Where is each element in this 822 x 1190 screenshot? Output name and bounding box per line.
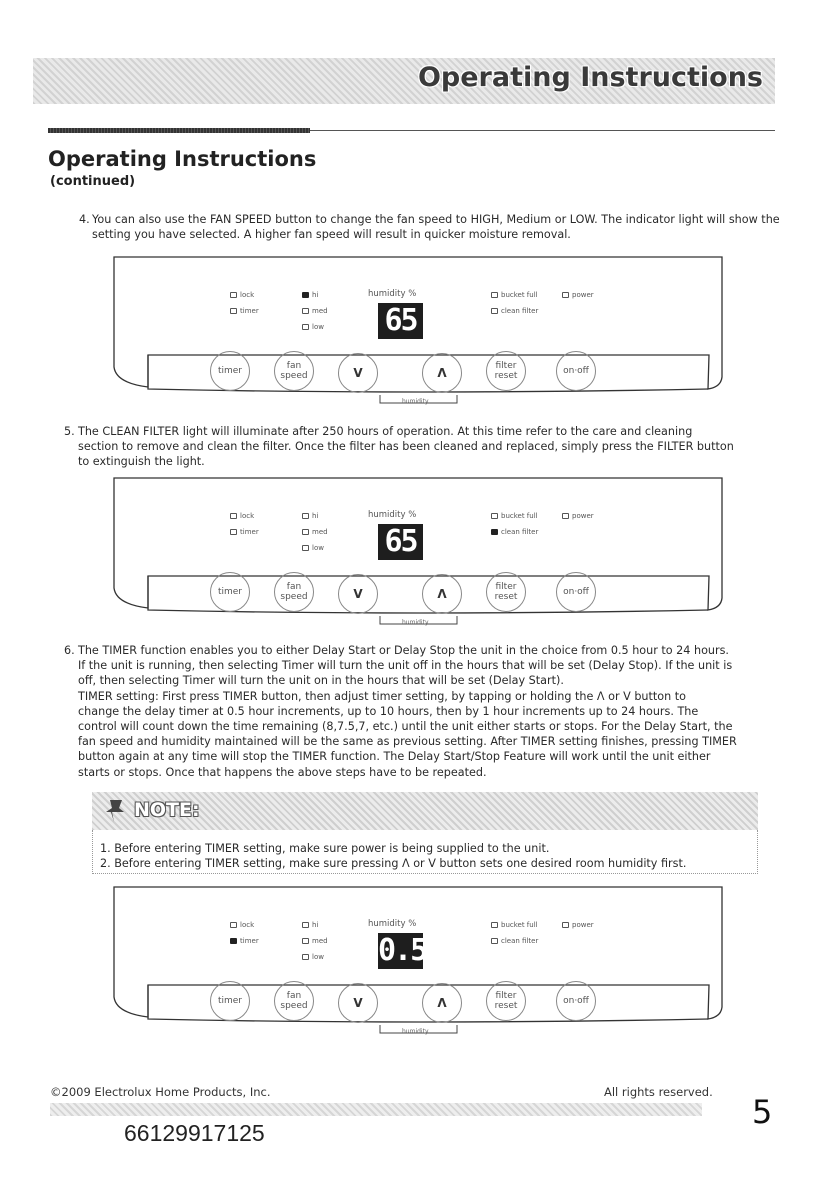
- step-line: If the unit is running, then selecting Timer will turn the unit off in the hours that will be set (Delay Stop). If the unit is: [78, 659, 733, 673]
- document-number: 66129917125: [124, 1120, 265, 1146]
- low-indicator: low: [302, 953, 324, 961]
- humidity-percent-label: humidity %: [368, 289, 417, 299]
- step-line: setting you have selected. A higher fan speed will result in quicker moisture removal.: [92, 228, 571, 242]
- on-off-button[interactable]: on·off: [556, 981, 596, 1021]
- step-line: TIMER setting: First press TIMER button, then adjust timer setting, by tapping or holding the Λ or V button to: [78, 689, 687, 703]
- control-panel-diagram: [112, 476, 724, 628]
- filter-reset-button[interactable]: filter reset: [486, 572, 526, 612]
- filter-reset-button[interactable]: filter reset: [486, 351, 526, 391]
- med-indicator: med: [302, 937, 328, 945]
- clean-filter-indicator: clean filter: [491, 528, 538, 536]
- bucket-full-indicator: bucket full: [491, 512, 538, 520]
- timer-button[interactable]: timer: [210, 351, 250, 391]
- fan-speed-button[interactable]: fan speed: [274, 981, 314, 1021]
- step-line: starts or stops. Once that happens the above steps have to be repeated.: [78, 765, 487, 779]
- timer-indicator: timer: [230, 937, 259, 945]
- up-button[interactable]: Λ: [422, 353, 462, 393]
- power-indicator: power: [562, 921, 594, 929]
- lock-indicator: lock: [230, 921, 254, 929]
- hi-indicator: hi: [302, 921, 318, 929]
- low-indicator: low: [302, 544, 324, 552]
- footer-band: [50, 1103, 702, 1116]
- fan-speed-button[interactable]: fan speed: [274, 572, 314, 612]
- bucket-full-indicator: bucket full: [491, 921, 538, 929]
- step-line: to extinguish the light.: [78, 455, 205, 469]
- page-number: 5: [752, 1093, 773, 1131]
- lock-indicator: lock: [230, 291, 254, 299]
- step-line: button again at any time will stop the TIMER function. The Delay Start/Stop Feature will work until the unit either: [78, 750, 711, 764]
- timer-indicator: timer: [230, 307, 259, 315]
- step-5: [64, 424, 778, 470]
- fan-speed-button[interactable]: fan speed: [274, 351, 314, 391]
- down-button[interactable]: V: [338, 353, 378, 393]
- header-banner: [33, 58, 775, 104]
- step-line: You can also use the FAN SPEED button to change the fan speed to HIGH, Medium or LOW. The indicator light will show the: [92, 213, 780, 226]
- humidity-percent-label: humidity %: [368, 919, 417, 929]
- control-panel-diagram: [112, 885, 724, 1037]
- rights-reserved: All rights reserved.: [604, 1085, 713, 1099]
- section-subtitle: (continued): [50, 174, 136, 189]
- banner-title: Operating Instructions: [417, 62, 763, 93]
- note-item: 2. Before entering TIMER setting, make sure pressing Λ or V button sets one desired room humidity first.: [100, 857, 687, 870]
- timer-button[interactable]: timer: [210, 572, 250, 612]
- note-header: [92, 792, 758, 830]
- step-line: control will count down the time remaining (8,7.5,7, etc.) until the unit either starts or stops. For the Delay Start, the: [78, 720, 733, 734]
- down-button[interactable]: V: [338, 983, 378, 1023]
- step-number: 4.: [79, 213, 90, 226]
- step-line: change the delay timer at 0.5 hour increments, up to 10 hours, then by 1 hour increments up to 24 hours. The: [78, 704, 699, 718]
- humidity-brace-label: humidity: [402, 1028, 429, 1035]
- step-line: section to remove and clean the filter. Once the filter has been cleaned and replaced, simply press the FILTER button: [78, 440, 734, 454]
- step-6: [64, 643, 778, 780]
- copyright: ©2009 Electrolux Home Products, Inc.: [50, 1085, 271, 1099]
- timer-indicator: timer: [230, 528, 259, 536]
- step-line: fan speed and humidity maintained will be the same as previous setting. After TIMER setting finishes, pressing TIMER: [78, 735, 737, 749]
- humidity-display: 0.5: [378, 933, 427, 968]
- control-panel-diagram: [112, 255, 724, 407]
- hi-indicator: hi: [302, 512, 318, 520]
- on-off-button[interactable]: on·off: [556, 351, 596, 391]
- step-line: The CLEAN FILTER light will illuminate after 250 hours of operation. At this time refer to the care and cleaning: [78, 425, 693, 438]
- down-button[interactable]: V: [338, 574, 378, 614]
- step-number: 6.: [64, 644, 75, 657]
- section-rule: [310, 130, 775, 131]
- humidity-percent-label: humidity %: [368, 510, 417, 520]
- timer-button[interactable]: timer: [210, 981, 250, 1021]
- up-button[interactable]: Λ: [422, 983, 462, 1023]
- step-4: [79, 212, 782, 242]
- section-rule-accent: [48, 128, 310, 133]
- filter-reset-button[interactable]: filter reset: [486, 981, 526, 1021]
- note-title: NOTE:: [134, 799, 200, 821]
- bucket-full-indicator: bucket full: [491, 291, 538, 299]
- step-line: off, then selecting Timer will turn the unit on in the hours that will be set (Delay Start).: [78, 674, 564, 688]
- on-off-button[interactable]: on·off: [556, 572, 596, 612]
- clean-filter-indicator: clean filter: [491, 307, 538, 315]
- humidity-brace-label: humidity: [402, 619, 429, 626]
- note-item: 1. Before entering TIMER setting, make sure power is being supplied to the unit.: [100, 842, 550, 855]
- step-line: The TIMER function enables you to either Delay Start or Delay Stop the unit in the choice from 0.5 hour to 24 hours.: [78, 644, 729, 657]
- section-title: Operating Instructions: [48, 147, 317, 171]
- humidity-display: 65: [378, 524, 423, 560]
- up-button[interactable]: Λ: [422, 574, 462, 614]
- power-indicator: power: [562, 291, 594, 299]
- low-indicator: low: [302, 323, 324, 331]
- med-indicator: med: [302, 528, 328, 536]
- power-indicator: power: [562, 512, 594, 520]
- med-indicator: med: [302, 307, 328, 315]
- lock-indicator: lock: [230, 512, 254, 520]
- clean-filter-indicator: clean filter: [491, 937, 538, 945]
- hi-indicator: hi: [302, 291, 318, 299]
- humidity-brace-label: humidity: [402, 398, 429, 405]
- step-number: 5.: [64, 425, 75, 438]
- humidity-display: 65: [378, 303, 423, 339]
- pushpin-icon: [106, 798, 130, 824]
